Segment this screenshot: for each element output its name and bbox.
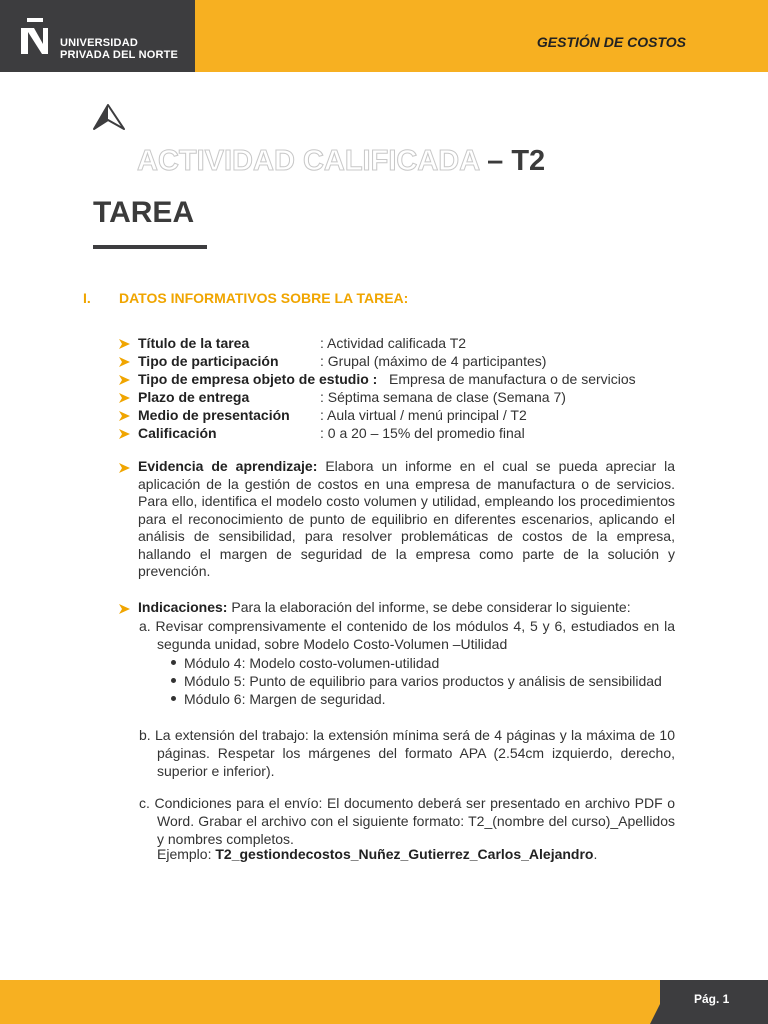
list-bullet-dot [171,696,176,701]
course-title: GESTIÓN DE COSTOS [536,34,686,50]
info-value: : 0 a 20 – 15% del promedio final [320,425,525,441]
activity-title-outline: ACTIVIDAD CALIFICADA [137,145,480,177]
list-bullet-dot [171,660,176,665]
list-bullet-dot [171,678,176,683]
page-subtitle: TAREA [93,196,195,229]
evidence-text: Elabora un informe en el cual se pueda apreciar la aplicación de la gestión de costos en una empresa de manufactura o de servicios. Para ello, identifica el modelo costo volumen y utilidad, empleando los procedimientos para el reconocimiento de punto de equilibrio en diferentes escenarios, aplicando el análisis de sensibilidad, para resolver problemáticas de costos de la empresa, hallando el margen de seguridad de la empresa como parte de la solución y prevención. [138,458,676,579]
section-number: I. [83,290,91,306]
university-name-line2: PRIVADA DEL NORTE [60,49,179,61]
evidence-paragraph [138,458,675,581]
info-label: Tipo de participación [138,353,279,369]
info-label: Título de la tarea [138,335,250,351]
indication-c: c. Condiciones para el envío: El documento deberá ser presentado en archivo PDF o Word. Grabar el archivo con el siguiente formato: T2_(nombre del curso)_Apellidos y nombres completos. [139,795,675,847]
info-label: Calificación [138,425,217,441]
indications-paragraph [138,599,698,617]
page-number: Pág. 1 [694,992,730,1006]
info-label: Plazo de entrega [138,389,250,405]
arrow-bullet-icon [119,604,130,614]
module-item: Módulo 4: Modelo costo-volumen-utilidad [184,655,440,671]
subtitle-underline [93,245,207,249]
indications-text: Para la elaboración del informe, se debe considerar lo siguiente: [227,599,631,615]
example-filename: T2_gestiondecostos_Nuñez_Gutierrez_Carlos_Alejandro [215,846,594,862]
arrow-bullet-icon [119,357,130,367]
info-value: : Actividad calificada T2 [320,335,467,351]
indications-label: Indicaciones: [138,599,228,615]
indication-a: a. Revisar comprensivamente el contenido de los módulos 4, 5 y 6, estudiados en la segunda unidad, sobre Modelo Costo-Volumen –Utilidad [139,618,675,652]
info-value: : Grupal (máximo de 4 participantes) [320,353,547,369]
info-label: Medio de presentación [138,407,290,423]
arrow-bullet-icon [119,375,130,385]
university-name-line1: UNIVERSIDAD [60,37,138,49]
info-value: Empresa de manufactura o de servicios [389,371,636,387]
activity-title-dash: – [479,145,512,177]
evidence-label: Evidencia de aprendizaje: [138,458,318,474]
info-value: : Aula virtual / menú principal / T2 [320,407,527,423]
arrow-bullet-icon [119,429,130,439]
arrow-icon [92,103,126,131]
arrow-bullet-icon [119,339,130,349]
info-value: : Séptima semana de clase (Semana 7) [320,389,566,405]
university-name [60,37,178,61]
arrow-bullet-icon [119,393,130,403]
activity-code: T2 [511,145,546,177]
module-item: Módulo 5: Punto de equilibrio para varios productos y análisis de sensibilidad [184,673,662,689]
example-end: . [593,846,598,862]
example-label: Ejemplo: [157,846,216,862]
info-label: Tipo de empresa objeto de estudio : [138,371,378,387]
filename-example [157,845,687,863]
module-item: Módulo 6: Margen de seguridad. [184,691,386,707]
upn-logo-icon [18,16,50,58]
activity-title [137,145,545,178]
university-logo [0,0,195,72]
arrow-bullet-icon [119,411,130,421]
indication-b: b. La extensión del trabajo: la extensión mínima será de 4 páginas y la máxima de 10 páginas. Respetar los márgenes del formato APA (2.54cm izquierdo, derecho, superior e inferior). [139,727,675,779]
arrow-bullet-icon [119,463,130,473]
section-heading-text: DATOS INFORMATIVOS SOBRE LA TAREA: [119,290,409,306]
